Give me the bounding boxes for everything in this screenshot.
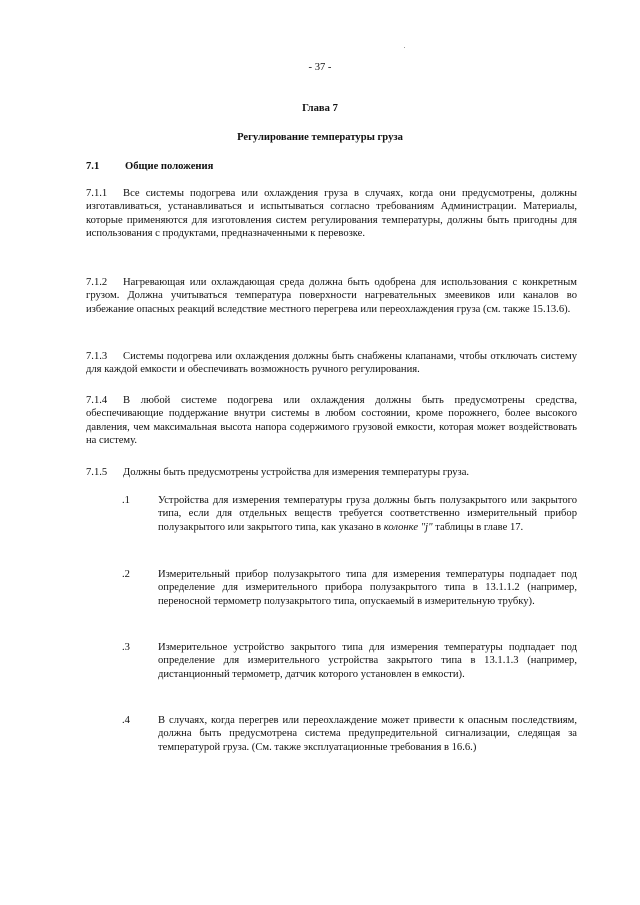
item-text-italic: колонке "j" xyxy=(383,521,433,533)
paragraph-7-1-2 xyxy=(86,276,577,316)
paragraph-text: В любой системе подогрева или охлаждения должны быть предусмотрены средства, обеспечивающие поддержание внутри системы в любом состоянии, кроме порожнего, более высокого давления, чем максимальная высота напора содержимого грузовой емкости, которая может воздействовать на систему. xyxy=(86,395,577,447)
paragraph-number: 7.1.1 xyxy=(86,188,108,199)
item-number: .1 xyxy=(122,495,130,506)
item-text-start: Измерительный прибор полузакрытого типа для измерения температуры подпадает под определение для измерительного прибора полузакрытого типа в 13.1.1.2 (например, переносной термометр полузакрытого типа, опускаемый в измерительную трубку). xyxy=(158,569,577,607)
paragraph-number: 7.1.3 xyxy=(86,351,108,362)
item-text xyxy=(158,494,577,534)
item-text xyxy=(158,641,577,681)
item-text xyxy=(158,714,577,754)
item-text-end: таблицы в главе 17. xyxy=(432,521,524,533)
paragraph-text: Системы подогрева или охлаждения должны быть снабжены клапанами, чтобы отключать систему для каждой емкости и обеспечивать возможность ручного регулирования. xyxy=(86,351,577,376)
chapter-title: Регулирование температуры груза xyxy=(237,132,403,143)
paragraph-text: Все системы подогрева или охлаждения груза в случаях, когда они предусмотрены, должны изготавливаться, устанавливаться и испытываться согласно требованиям Администрации. Материалы, которые применяются для изготовления систем регулирования температуры, должны быть пригодны для использования с продуктами, предназначенными к перевозке. xyxy=(86,188,577,240)
section-number: 7.1 xyxy=(86,161,100,172)
paragraph-text: Нагревающая или охлаждающая среда должна быть одобрена для использования с конкретным грузом. Должна учитываться температура поверхности нагревательных змеевиков или каналов во избежание опасных реакций вследствие местного перегрева или переохлаждения груза (см. также 15.13.6). xyxy=(86,277,577,315)
item-text-start: В случаях, когда перегрев или переохлаждение может привести к опасным последствиям, должна быть предусмотрена система предупредительной сигнализации, следящая за температурой груза. (См. также эксплуатационные требования в 16.6.) xyxy=(158,715,577,753)
paragraph-number: 7.1.5 xyxy=(86,467,108,478)
chapter-heading: Глава 7 xyxy=(302,103,338,114)
page-number: - 37 - xyxy=(308,62,332,73)
paragraph-text: Должны быть предусмотрены устройства для измерения температуры груза. xyxy=(123,467,470,478)
item-number: .3 xyxy=(122,642,130,653)
section-title: Общие положения xyxy=(125,161,214,172)
item-number: .4 xyxy=(122,715,130,726)
item-text xyxy=(158,568,577,608)
paragraph-number: 7.1.2 xyxy=(86,277,108,288)
item-text-start: Устройства для измерения температуры груза должны быть полузакрытого или закрытого типа, если для отдельных веществ требуется соответственно измерительный прибор полузакрытого или закрытого типа, как указано в xyxy=(158,495,577,533)
paragraph-7-1-1 xyxy=(86,187,577,241)
paragraph-7-1-3 xyxy=(86,350,577,377)
paragraph-7-1-4 xyxy=(86,394,577,448)
scan-speck xyxy=(404,47,405,48)
item-number: .2 xyxy=(122,569,130,580)
paragraph-7-1-5 xyxy=(86,466,577,479)
item-text-start: Измерительное устройство закрытого типа для измерения температуры подпадает под определение для измерительного устройства закрытого типа в 13.1.1.3 (например, дистанционный термометр, датчик которого установлен в емкости). xyxy=(158,642,577,680)
paragraph-number: 7.1.4 xyxy=(86,395,108,406)
